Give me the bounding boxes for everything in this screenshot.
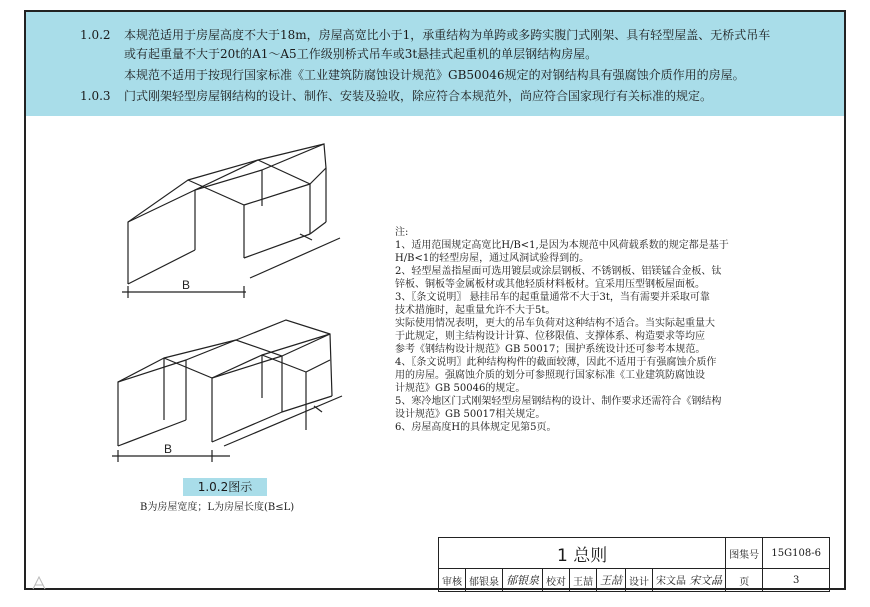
check-name: 王喆 (570, 569, 597, 592)
page-number: 3 (763, 569, 830, 592)
dimension-b-label: B (164, 442, 173, 456)
note-line: 1、适用范围规定高宽比H/B<1,是因为本规范中风荷载系数的规定都是基于 (395, 240, 729, 251)
note-line: 4、〖条文说明〗此种结构构件的截面较薄，因此不适用于有强腐蚀介质作 (395, 357, 717, 368)
check-label: 校对 (543, 569, 570, 592)
clause-line: 或有起重量不大于20t的A1～A5工作级别桥式吊车或3t悬挂式起重机的单层钢结构房屋。 (124, 47, 598, 61)
figure-caption: 1.0.2图示 (183, 478, 267, 496)
page-label: 页 (726, 569, 763, 592)
check-signature: 王喆 (597, 569, 626, 592)
review-label: 审核 (439, 569, 466, 592)
note-line: 6、房屋高度H的具体规定见第5页。 (395, 422, 557, 433)
review-signature: 郁银泉 (503, 569, 543, 592)
clause-line: 本规范适用于房屋高度不大于18m，房屋高宽比小于1，承重结构为单跨或多跨实腹门式刚架、具有轻型屋盖、无桥式吊车 (124, 28, 771, 42)
design-label: 设计 (626, 569, 653, 592)
note-line: 实际使用情况表明，更大的吊车负荷对这种结构不适合。当实际起重量大 (395, 318, 715, 329)
notes-title: 注: (395, 227, 409, 238)
clause-number: 1.0.2 (80, 28, 111, 42)
title-block (438, 537, 830, 592)
watermark-icon (30, 574, 48, 592)
review-name: 郁银泉 (466, 569, 503, 592)
note-line: 用的房屋。强腐蚀介质的划分可参照现行国家标准《工业建筑防腐蚀设 (395, 370, 705, 381)
note-line: 3、〖条文说明〗 悬挂吊车的起重量通常不大于3t，当有需要并采取可靠 (395, 292, 710, 303)
figure-subcaption: B为房屋宽度；L为房屋长度(B≤L) (140, 502, 295, 513)
notes-block (395, 226, 805, 434)
design-name: 宋文晶 (656, 576, 686, 587)
note-line: 5、寒冷地区门式刚架轻型房屋钢结构的设计、制作要求还需符合《钢结构 (395, 396, 722, 407)
design-signature: 宋文晶 (689, 574, 723, 587)
note-line: 锌板、铜板等金属板材或其他轻质材料板材。宜采用压型钢板屋面板。 (395, 279, 705, 290)
sheet-title: 1 总则 (439, 538, 726, 569)
clause-number: 1.0.3 (80, 89, 111, 103)
note-line: 计规范》GB 50046的规定。 (395, 383, 526, 394)
atlas-number: 15G108-6 (763, 538, 830, 569)
note-line: H/B<1的轻型房屋，通过风洞试验得到的。 (395, 253, 590, 264)
clause-line: 本规范不适用于按现行国家标准《工业建筑防腐蚀设计规范》GB50046规定的对钢结构具有强腐蚀介质作用的房屋。 (124, 68, 745, 82)
note-line: 参考《钢结构设计规范》GB 50017；围护系统设计还可参考本规范。 (395, 344, 706, 355)
note-line: 于此规定，则主结构设计计算、位移限值、支撑体系、构造要求等均应 (395, 331, 705, 342)
atlas-label: 图集号 (726, 538, 763, 569)
clause-line: 门式刚架轻型房屋钢结构的设计、制作、安装及验收，除应符合本规范外，尚应符合国家现行有关标准的规定。 (124, 89, 713, 103)
note-line: 2、轻型屋盖指屋面可选用镀层或涂层钢板、不锈钢板、铝镁锰合金板、钛 (395, 266, 722, 277)
note-line: 设计规范》GB 50017相关规定。 (395, 409, 546, 420)
dimension-b-label: B (182, 278, 191, 292)
design-name-and-signature (653, 569, 726, 592)
note-line: 技术措施时，起重量允许不大于5t。 (395, 305, 556, 316)
